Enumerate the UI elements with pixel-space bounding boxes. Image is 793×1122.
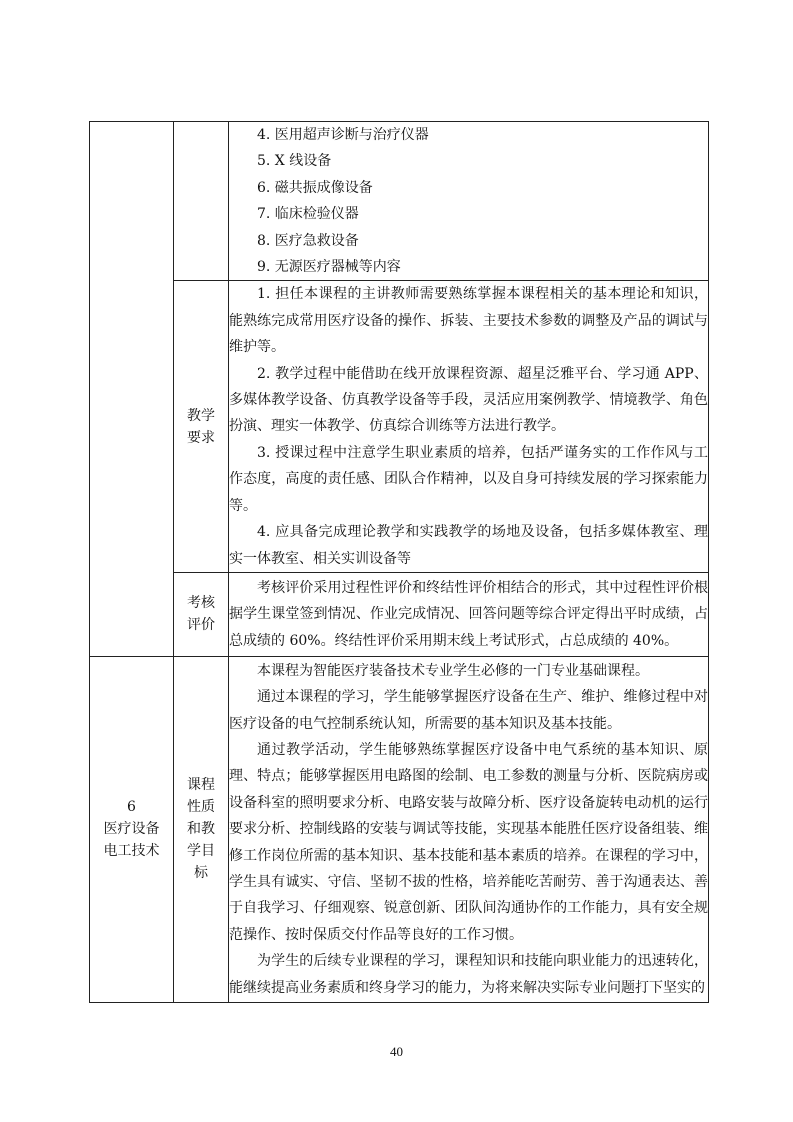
list-item: 6. 磁共振成像设备 — [257, 179, 373, 196]
list-item: 7. 临床检验仪器 — [257, 206, 359, 223]
paragraph: 2. 教学过程中能借助在线开放课程资源、超星泛雅平台、学习通 APP、多媒体教学设备、仿真教学设备等手段，灵活应用案例教学、情境教学、角色扮演、理实一体教学、仿真综合训练等方法进行教学。 — [229, 365, 708, 435]
course-name-line: 电工技术 — [103, 843, 160, 860]
table-row — [90, 281, 709, 572]
paragraph: 本课程为智能医疗装备技术专业学生必修的一门专业基础课程。 — [257, 662, 649, 679]
list-item: 4. 医用超声诊断与治疗仪器 — [257, 127, 429, 143]
paragraph: 考核评价采用过程性评价和终结性评价相结合的形式，其中过程性评价根据学生课堂签到情况、作业完成情况、回答问题等综合评定得出平时成绩，占总成绩的 60%。终结性评价采用期末线上考试形式，占总成绩的 40%。 — [229, 579, 708, 649]
label-cell-content — [174, 122, 229, 281]
paragraph: 4. 应具备完成理论教学和实践教学的场地及设备，包括多媒体教室、理实一体教室、相关实训设备等 — [229, 524, 708, 567]
teaching-req-text — [229, 281, 709, 572]
course-cell-prev — [90, 122, 174, 657]
paragraph: 通过本课程的学习，学生能够掌握医疗设备在生产、维护、维修过程中对医疗设备的电气控制系统认知，所需要的基本知识及基本技能。 — [229, 689, 708, 732]
list-item: 9. 无源医疗器械等内容 — [257, 259, 401, 276]
table-row — [90, 572, 709, 656]
assessment-label: 考核 评价 — [174, 572, 229, 656]
content-list — [229, 122, 709, 281]
course-number: 6 — [127, 799, 136, 816]
paragraph: 3. 授课过程中注意学生职业素质的培养，包括严谨务实的工作作风与工作态度，高度的责任感、团队合作精神，以及自身可持续发展的学习探索能力等。 — [229, 444, 708, 514]
course-name-cell — [90, 656, 174, 1002]
table-row — [90, 122, 709, 281]
paragraph: 1. 担任本课程的主讲教师需要熟练掌握本课程相关的基本理论和知识，能熟练完成常用医疗设备的操作、拆装、主要技术参数的调整及产品的调试与维护等。 — [229, 286, 708, 356]
list-item: 8. 医疗急救设备 — [257, 232, 359, 249]
assessment-text — [229, 572, 709, 656]
course-nature-label: 课程 性质 和教 学目 标 — [174, 656, 229, 1002]
teaching-req-label: 教学 要求 — [174, 281, 229, 572]
course-nature-text — [229, 656, 709, 1002]
table-row — [90, 656, 709, 1002]
list-item: 5. X 线设备 — [257, 153, 332, 170]
course-table — [89, 121, 709, 1003]
paragraph: 为学生的后续专业课程的学习，课程知识和技能向职业能力的迅速转化，能继续提高业务素质和终身学习的能力，为将来解决实际专业问题打下坚实的 — [229, 953, 708, 996]
paragraph: 通过教学活动，学生能够熟练掌握医疗设备中电气系统的基本知识、原理、特点；能够掌握医用电路图的绘制、电工参数的测量与分析、医院病房或设备科室的照明要求分析、电路安装与故障分析、医疗设备旋转电动机的运行要求分析、控制线路的安装与调试等技能，实现基本能胜任医疗设备组装、维修工作岗位所需的基本知识、基本技能和基本素质的培养。在课程的学习中，学生具有诚实、守信、坚韧不拔的性格，培养能吃苦耐劳、善于沟通表达、善于自我学习、仔细观察、锐意创新、团队间沟通协作的工作能力，具有安全规范操作、按时保质交付作品等良好的工作习惯。 — [229, 741, 708, 943]
course-name-line: 医疗设备 — [103, 821, 160, 838]
page-number: 40 — [390, 1044, 403, 1059]
